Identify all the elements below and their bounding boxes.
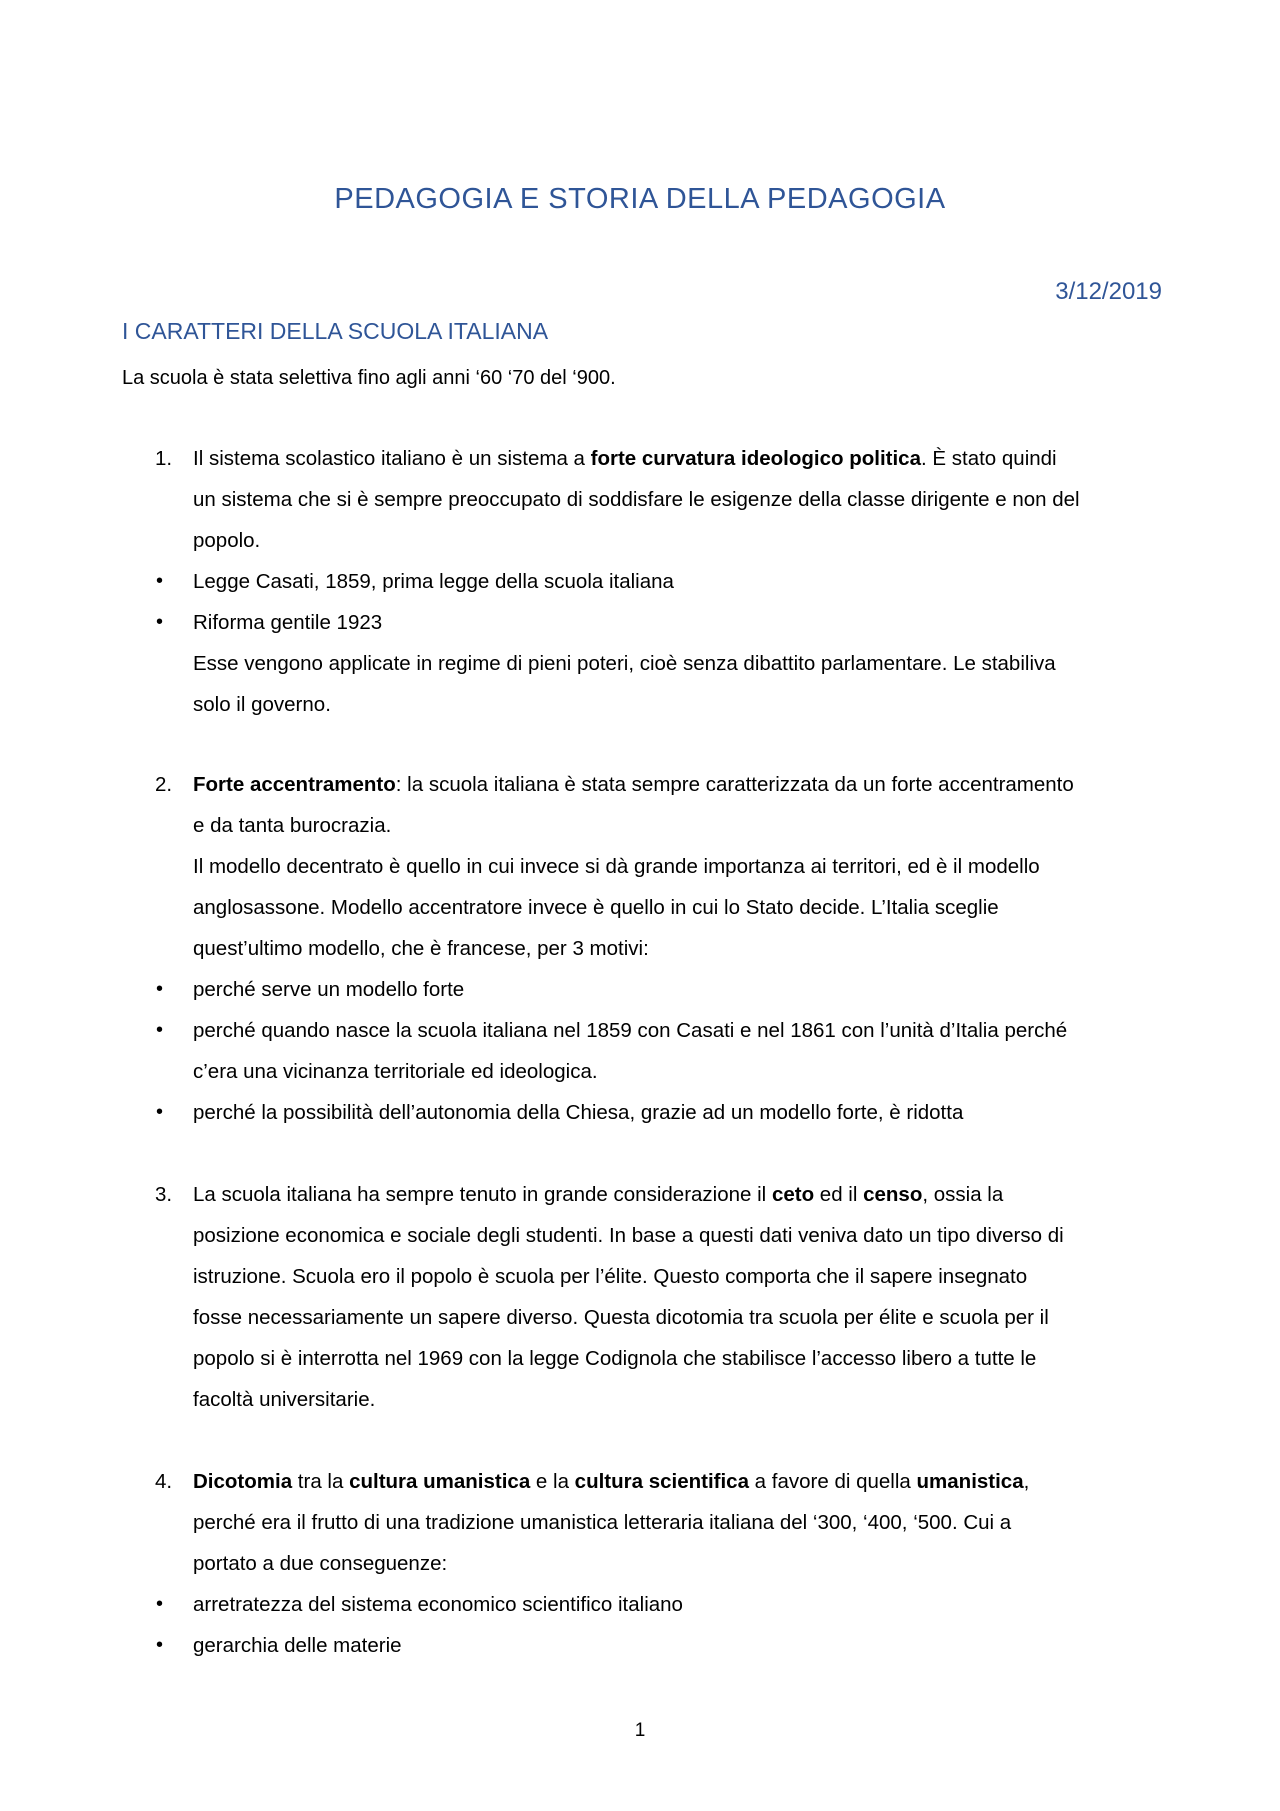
list-number: 3. <box>155 1183 173 1206</box>
page-number: 1 <box>634 1720 646 1741</box>
paragraph-line: e da tanta burocrazia. <box>193 814 392 837</box>
bullet-item: arretratezza del sistema economico scientifico italiano <box>193 1593 683 1616</box>
bullet-item: perché la possibilità dell’autonomia della Chiesa, grazie ad un modello forte, è ridotta <box>193 1101 964 1124</box>
bullet-item: perché quando nasce la scuola italiana nel 1859 con Casati e nel 1861 con l’unità d’Italia perché <box>193 1019 1068 1042</box>
intro-paragraph: La scuola è stata selettiva fino agli anni ‘60 ‘70 del ‘900. <box>122 367 616 389</box>
paragraph-line: fosse necessariamente un sapere diverso. Questa dicotomia tra scuola per élite e scuola per il <box>193 1306 1049 1329</box>
paragraph-line: portato a due conseguenze: <box>193 1552 448 1575</box>
paragraph-line: Esse vengono applicate in regime di pieni poteri, cioè senza dibattito parlamentare. Le stabiliva <box>193 652 1056 675</box>
paragraph-line: Forte accentramento: la scuola italiana è stata sempre caratterizzata da un forte accentramento <box>193 773 1074 796</box>
document-title: PEDAGOGIA E STORIA DELLA PEDAGOGIA <box>334 183 946 215</box>
section-heading: I CARATTERI DELLA SCUOLA ITALIANA <box>122 318 549 344</box>
paragraph-line: perché era il frutto di una tradizione umanistica letteraria italiana del ‘300, ‘400, ‘500. Cui a <box>193 1511 1012 1534</box>
list-number: 4. <box>155 1470 173 1493</box>
bullet-item: perché serve un modello forte <box>193 978 465 1001</box>
bullet-item: Legge Casati, 1859, prima legge della scuola italiana <box>193 570 674 593</box>
list-number: 1. <box>155 447 173 470</box>
bullet-icon: • <box>156 1019 164 1041</box>
paragraph-line: istruzione. Scuola ero il popolo è scuola per l’élite. Questo comporta che il sapere insegnato <box>193 1265 1028 1288</box>
bullet-item: Riforma gentile 1923 <box>193 611 383 634</box>
paragraph-line: popolo si è interrotta nel 1969 con la legge Codignola che stabilisce l’accesso libero a tutte le <box>193 1347 1037 1370</box>
bullet-icon: • <box>156 611 164 633</box>
bullet-icon: • <box>156 1593 164 1615</box>
paragraph-line: Il modello decentrato è quello in cui invece si dà grande importanza ai territori, ed è il modello <box>193 855 1040 878</box>
paragraph-line: Dicotomia tra la cultura umanistica e la cultura scientifica a favore di quella umanistica, <box>193 1470 1030 1493</box>
bullet-item: gerarchia delle materie <box>193 1634 402 1657</box>
paragraph-line: anglosassone. Modello accentratore invece è quello in cui lo Stato decide. L’Italia sceglie <box>193 896 999 919</box>
paragraph-line: un sistema che si è sempre preoccupato di soddisfare le esigenze della classe dirigente e non del <box>193 488 1080 511</box>
paragraph-line: facoltà universitarie. <box>193 1388 376 1411</box>
paragraph-line: quest’ultimo modello, che è francese, per 3 motivi: <box>193 937 649 960</box>
bullet-icon: • <box>156 1101 164 1123</box>
bullet-continuation: c’era una vicinanza territoriale ed ideologica. <box>193 1060 598 1083</box>
paragraph-line: popolo. <box>193 529 261 552</box>
paragraph-line: Il sistema scolastico italiano è un sistema a forte curvatura ideologico politica. È stato quindi <box>193 447 1057 470</box>
bullet-icon: • <box>156 1634 164 1656</box>
bullet-icon: • <box>156 978 164 1000</box>
document-date: 3/12/2019 <box>1055 278 1162 305</box>
list-number: 2. <box>155 773 173 796</box>
bullet-icon: • <box>156 570 164 592</box>
paragraph-line: posizione economica e sociale degli studenti. In base a questi dati veniva dato un tipo diverso di <box>193 1224 1064 1247</box>
paragraph-line: La scuola italiana ha sempre tenuto in grande considerazione il ceto ed il censo, ossia la <box>193 1183 1004 1206</box>
paragraph-line: solo il governo. <box>193 693 331 716</box>
